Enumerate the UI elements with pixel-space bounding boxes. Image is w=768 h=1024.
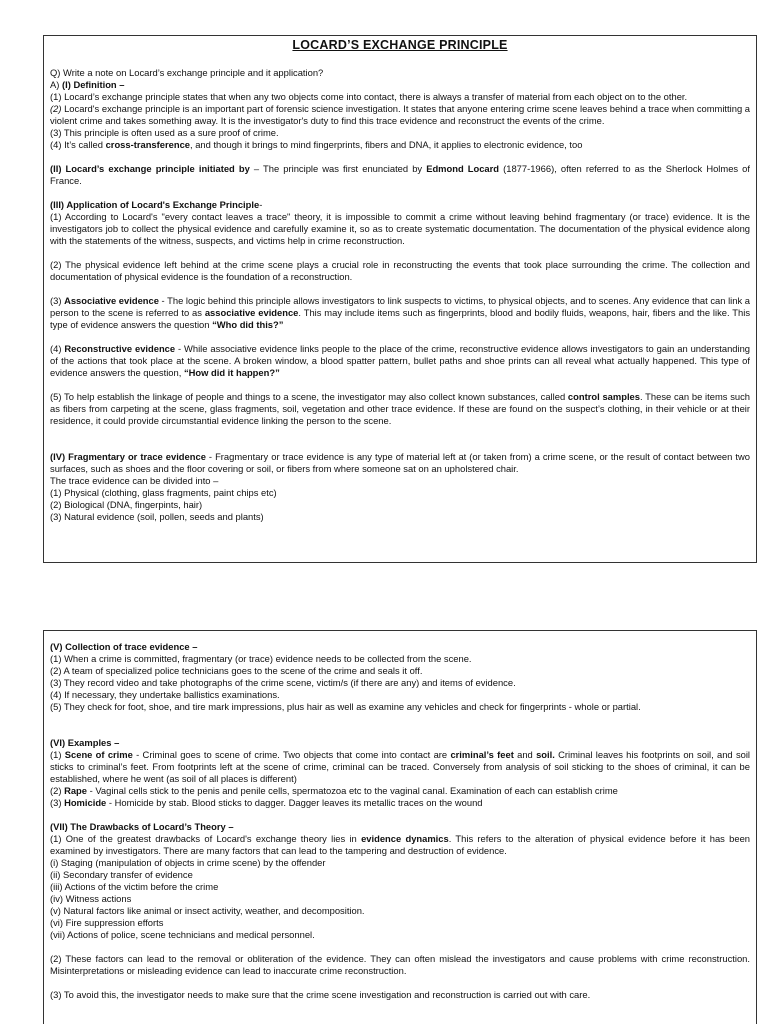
application-point-2: (2) The physical evidence left behind at the crime scene plays a crucial role in reconstructing the events that took place surrounding the crime. The collection and documentation of physical evidence is the foundation of a reconstruction.: [50, 259, 750, 282]
list-item: (3) They record video and take photographs of the crime scene, victim/s (if there are any) and items of evidence.: [50, 677, 516, 688]
list-item: (1) When a crime is committed, fragmentary (or trace) evidence needs to be collected from the scene.: [50, 653, 472, 664]
list-item: (i) Staging (manipulation of objects in crime scene) by the offender: [50, 857, 326, 868]
question: Q) Write a note on Locard’s exchange principle and it application?: [50, 67, 324, 78]
list-item: (v) Natural factors like animal or insect activity, weather, and decomposition.: [50, 905, 365, 916]
example-1: (1) Scene of crime - Criminal goes to scene of crime. Two objects that come into contact are criminal’s feet and soil. Criminal leaves his footprints on soil, and soil sticks to criminal’s feet. From footprints left at the scene of crime, criminal can be traced. Conversely from analysis of soil sticking to the shoes of criminal, it can be established, where he went (as soil of all places is different): [50, 749, 751, 784]
list-item: (iii) Actions of the victim before the crime: [50, 881, 219, 892]
definition-heading: A) (I) Definition –: [50, 79, 125, 90]
example-3: (3) Homicide - Homicide by stab. Blood sticks to dagger. Dagger leaves its metallic traces on the wound: [50, 797, 483, 808]
document-page-1: [43, 35, 757, 563]
collection-heading: (V) Collection of trace evidence –: [50, 641, 198, 652]
list-item: (2) A team of specialized police technicians goes to the scene of the crime and seals it off.: [50, 665, 423, 676]
list-item: (iv) Witness actions: [50, 893, 132, 904]
definition-point-3: (3) This principle is often used as a sure proof of crime.: [50, 127, 279, 138]
fragmentary-divided-into: The trace evidence can be divided into –: [50, 475, 219, 486]
list-item: (5) They check for foot, shoe, and tire mark impressions, plus hair as well as examine any vehicles and check for fingerprints - whole or partial.: [50, 701, 641, 712]
list-item: (3) Natural evidence (soil, pollen, seeds and plants): [50, 511, 264, 522]
definition-point-2: (2) Locard's exchange principle is an important part of forensic science investigation. It states that anyone entering crime scene leaves behind a trace when committing a violent crime and takes something away. It is the investigator's duty to find this trace evidence and reconstruct the events of the crime.: [50, 103, 750, 126]
application-point-4: (4) Reconstructive evidence - While associative evidence links people to the place of the crime, reconstructive evidence allows investigators to gain an understanding of the actions that took place at the scene. A broken window, a blood spatter pattern, bullet paths and shoe prints can all reveal what actually happened. This type of evidence answers the question, “How did it happen?”: [50, 343, 751, 378]
application-point-5: (5) To help establish the linkage of people and things to a scene, the investigator may also collect known substances, called control samples. These can be items such as fibers from carpeting at the scene, glass fragments, soil, vegetation and other trace evidence. If these are found on the suspect’s clothing, in their vehicle or at their residence, it could provide circumstantial evidence linking the person to the scene.: [50, 391, 751, 426]
drawbacks-heading: (VII) The Drawbacks of Locard’s Theory –: [50, 821, 234, 832]
application-point-1: (1) According to Locard's "every contact leaves a trace" theory, it is impossible to commit a crime without leaving behind fragmentary (or trace) evidence. It is the investigators job to collect the physical evidence and carefully examine it, so as to create systematic documentation. The documentation of the physical evidence along with the statements of the witness, suspects, and victims help in crime reconstruction.: [50, 211, 750, 246]
list-item: (ii) Secondary transfer of evidence: [50, 869, 193, 880]
list-item: (2) Biological (DNA, fingerpints, hair): [50, 499, 203, 510]
drawback-point-3: (3) To avoid this, the investigator needs to make sure that the crime scene investigation and reconstruction is carried out with care.: [50, 989, 591, 1000]
fragmentary-evidence-paragraph: (IV) Fragmentary or trace evidence - Fragmentary or trace evidence is any type of material left at (or taken from) a crime scene, or the result of contact between two surfaces, such as shoes and the floor covering or soil, or fibers from where someone sat on an upholstered chair.: [50, 451, 750, 474]
application-heading: (III) Application of Locard's Exchange Principle-: [50, 199, 263, 210]
page-title: LOCARD’S EXCHANGE PRINCIPLE: [292, 38, 508, 52]
examples-heading: (VI) Examples –: [50, 737, 120, 748]
definition-point-1: (1) Locard’s exchange principle states that when any two objects come into contact, there is always a transfer of material from each object on to the other.: [50, 91, 688, 102]
application-point-3: (3) Associative evidence - The logic behind this principle allows investigators to link suspects to victims, to physical objects, and to scenes. Any evidence that can link a person to the scene is referred to as associative evidence. This may include items such as fingerprints, blood and bodily fluids, weapons, hair, fibers and the like. This type of evidence answers the question “Who did this?”: [50, 295, 751, 330]
document-page-2: [43, 630, 757, 1024]
initiated-by-paragraph: (II) Locard’s exchange principle initiated by – The principle was first enunciated by Edmond Locard (1877-1966), often referred to as the Sherlock Holmes of France.: [50, 163, 750, 186]
list-item: (1) Physical (clothing, glass fragments, paint chips etc): [50, 487, 277, 498]
definition-point-4: (4) It’s called cross-transference, and though it brings to mind fingerprints, fibers and DNA, it applies to electronic evidence, too: [50, 139, 583, 150]
example-2: (2) Rape - Vaginal cells stick to the penis and penile cells, spermatozoa etc to the vaginal canal. Examination of each can establish crime: [50, 785, 618, 796]
drawback-point-1: (1) One of the greatest drawbacks of Locard's exchange theory lies in evidence dynamics. This refers to the alteration of physical evidence before it has been examined by investigators. There are many factors that can lead to the tampering and destruction of evidence.: [50, 833, 750, 856]
list-item: (4) If necessary, they undertake ballistics examinations.: [50, 689, 280, 700]
list-item: (vii) Actions of police, scene technicians and medical personnel.: [50, 929, 315, 940]
list-item: (vi) Fire suppression efforts: [50, 917, 164, 928]
drawback-point-2: (2) These factors can lead to the removal or obliteration of the evidence. They can often mislead the investigators and cause problems with crime reconstruction. Misinterpretations or misleading evidence can lead to inaccurate crime reconstruction.: [50, 953, 750, 976]
